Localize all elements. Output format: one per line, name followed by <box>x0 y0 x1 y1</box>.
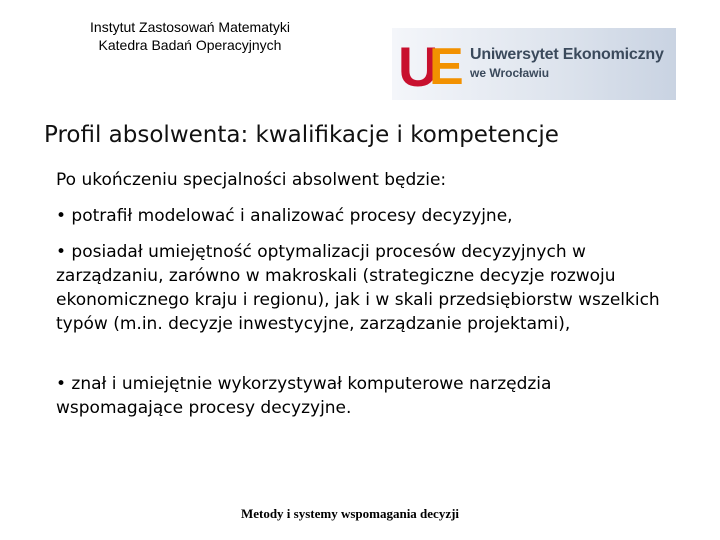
bullet-item-optimization: • posiadał umiejętność optymalizacji procesów decyzyjnych w zarządzaniu, zarówno w makroskali (strategiczne decyzje rozwoju ekonomicznego kraju i regionu), jak i w skali przedsiębiorstw wszelkich typów (m.in. decyzje inwestycyjne, zarządzanie projektami), <box>56 242 660 334</box>
department-name: Katedra Badań Operacyjnych <box>98 37 282 53</box>
bullet-item-modeling: • potrafił modelować i analizować procesy decyzyjne, <box>56 206 513 226</box>
slide-title: Profil absolwenta: kwalifikacje i kompetencje <box>44 122 559 148</box>
intro-text: Po ukończeniu specjalności absolwent będzie: <box>56 170 447 190</box>
ue-logo-mark <box>396 34 466 94</box>
institute-header <box>40 18 340 54</box>
university-city: we Wrocławiu <box>470 66 550 80</box>
logo-letter-u: U <box>398 35 439 94</box>
logo-letter-e: E <box>429 38 464 94</box>
institute-name: Instytut Zastosowań Matematyki <box>90 19 290 35</box>
bullet-item-computer-tools: • znał i umiejętnie wykorzystywał komputerowe narzędzia wspomagające procesy decyzyjne. <box>56 374 552 418</box>
university-name: Uniwersytet Ekonomiczny <box>470 46 664 63</box>
slide-footer: Metody i systemy wspomagania decyzji <box>240 506 460 521</box>
university-logo <box>392 28 676 100</box>
